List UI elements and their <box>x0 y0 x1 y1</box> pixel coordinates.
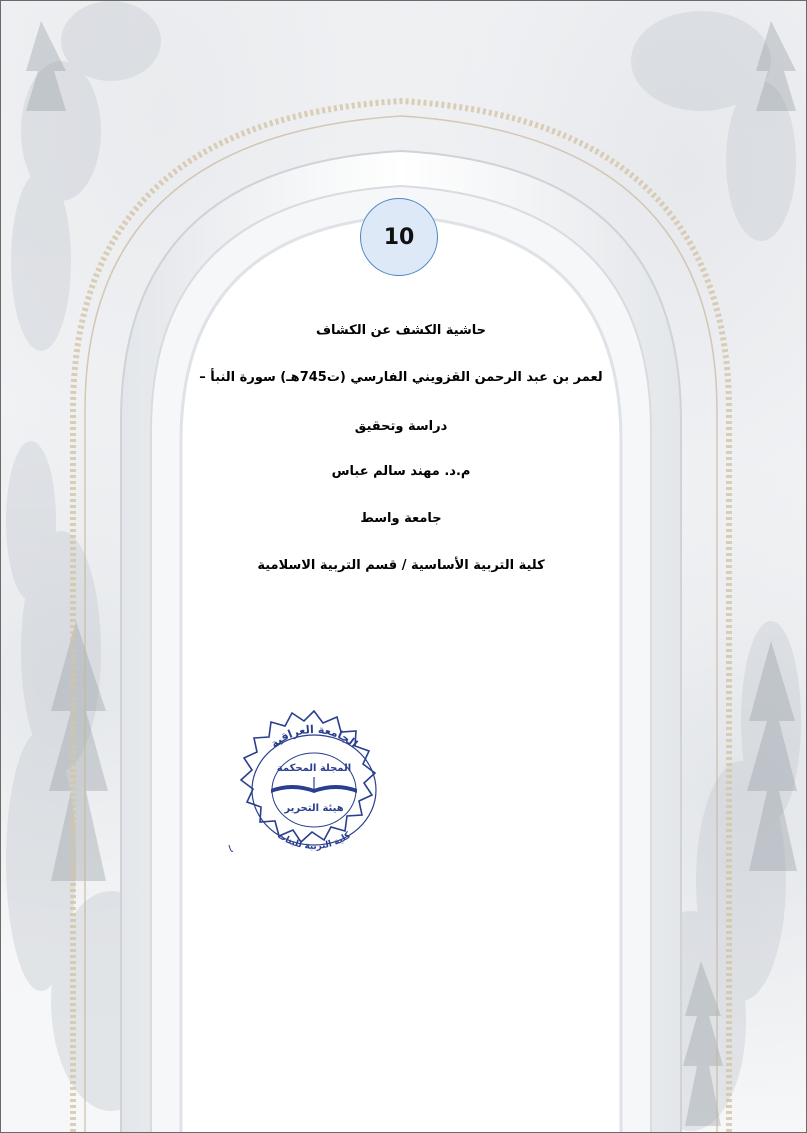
study-type: دراسة وتحقيق <box>354 419 448 434</box>
arch-inner-panel <box>181 216 621 1132</box>
seal-college-text: كلية التربية للبنات <box>275 830 353 852</box>
manuscript-subtitle: لعمر بن عبد الرحمن القزويني الفارسي (ت745هـ) سورة النبأ – <box>199 370 603 385</box>
college-department: كلية التربية الأساسية / قسم التربية الاسلامية <box>257 558 545 573</box>
editorial-board-seal <box>219 705 404 870</box>
manuscript-title: حاشية الكشف عن الكشاف <box>315 323 487 338</box>
seal-board-text: هيئة التحرير <box>284 803 344 814</box>
page-number-badge: 10 <box>360 198 438 276</box>
svg-text:الجامعة العراقية <box>268 723 360 751</box>
author-name: م.د. مهند سالم عباس <box>331 464 471 479</box>
seal-outer-text: الجامعة العراقية <box>267 722 361 751</box>
university-name: جامعة واسط <box>360 511 442 526</box>
seal-journal-text: المجلة المحكمة <box>276 763 352 774</box>
